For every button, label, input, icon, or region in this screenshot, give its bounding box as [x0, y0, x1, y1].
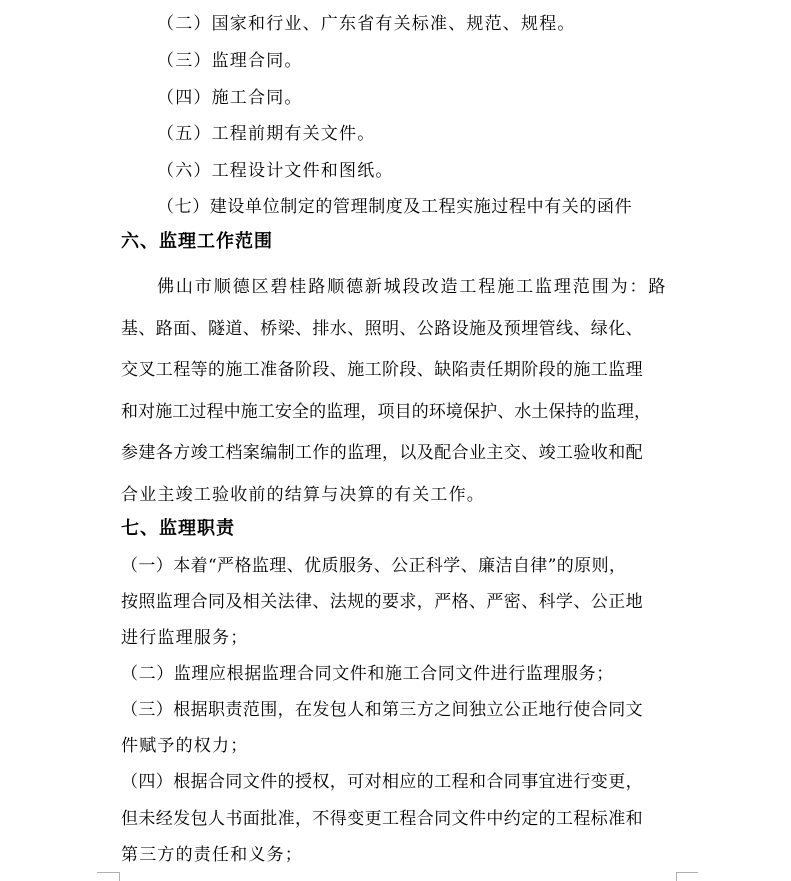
duties-line-9: 第三方的责任和义务；	[121, 845, 303, 865]
duties-line-2: 按照监理合同及相关法律、法规的要求，严格、严密、科学、公正地	[121, 592, 643, 612]
scope-line-4: 和对施工过程中施工安全的监理，项目的环境保护、水土保持的监理，	[121, 402, 652, 422]
duties-line-5: （三）根据职责范围，在发包人和第三方之间独立公正地行使合同文	[121, 700, 643, 720]
crop-mark-bottom-right-v	[676, 872, 677, 881]
duties-line-1: （一）本着“严格监理、优质服务、公正科学、廉洁自律”的原则，	[121, 556, 627, 576]
section-heading-duties: 七、监理职责	[121, 518, 235, 539]
duties-line-3: 进行监理服务；	[121, 628, 249, 648]
scope-line-5: 参建各方竣工档案编制工作的监理，以及配合业主交、竣工验收和配	[121, 443, 643, 463]
duties-line-7: （四）根据合同文件的授权，可对相应的工程和合同事宜进行变更，	[121, 772, 643, 792]
crop-mark-bottom-right-h	[676, 872, 698, 873]
basis-item-6: （六）工程设计文件和图纸。	[157, 161, 394, 181]
basis-item-4: （四）施工合同。	[157, 88, 303, 108]
scope-line-6: 合业主竣工验收前的结算与决算的有关工作。	[121, 485, 485, 505]
duties-line-4: （二）监理应根据监理合同文件和施工合同文件进行监理服务；	[121, 664, 614, 684]
duties-line-6: 件赋予的权力；	[121, 736, 249, 756]
scope-line-3: 交叉工程等的施工准备阶段、施工阶段、缺陷责任期阶段的施工监理	[121, 360, 643, 380]
basis-item-2: （二）国家和行业、广东省有关标准、规范、规程。	[157, 14, 576, 34]
basis-item-5: （五）工程前期有关文件。	[157, 124, 376, 144]
scope-line-1: 佛山市顺德区碧桂路顺德新城段改造工程施工监理范围为：路	[157, 277, 668, 297]
crop-mark-bottom-left-h	[97, 872, 119, 873]
crop-mark-bottom-left-v	[119, 872, 120, 881]
basis-item-7: （七）建设单位制定的管理制度及工程实施过程中有关的函件	[157, 197, 633, 217]
scope-line-2: 基、路面、隧道、桥梁、排水、照明、公路设施及预埋管线、绿化、	[121, 319, 643, 339]
section-heading-scope: 六、监理工作范围	[121, 231, 273, 252]
basis-item-3: （三）监理合同。	[157, 51, 303, 71]
duties-line-8: 但未经发包人书面批准，不得变更工程合同文件中约定的工程标准和	[121, 809, 643, 829]
